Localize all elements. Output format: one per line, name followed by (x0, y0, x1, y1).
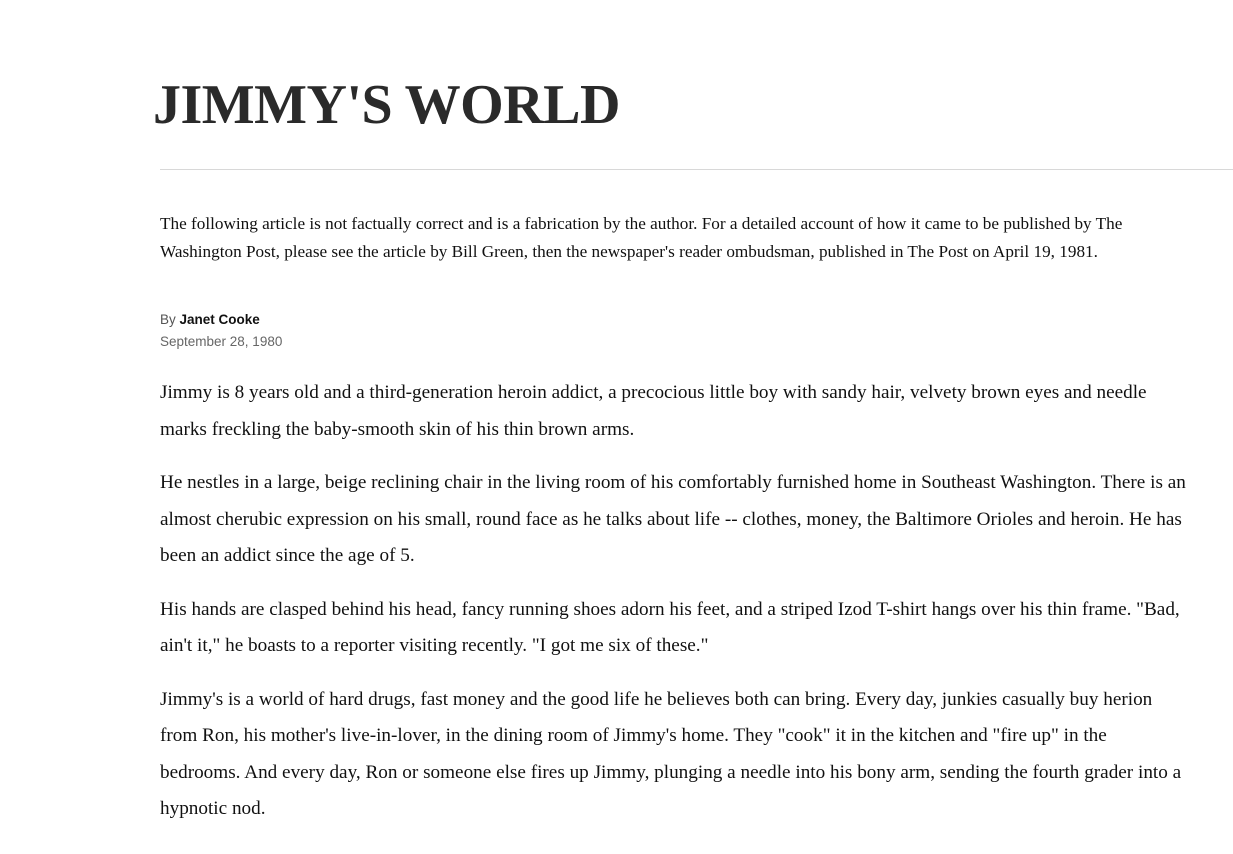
author-name[interactable]: Janet Cooke (179, 312, 260, 327)
article-paragraph: Jimmy's is a world of hard drugs, fast money and the good life he believes both can bring. Every day, junkies casually buy herion from Ron, his mother's live-in-lover, in the dining room of Jimmy's home. They "cook" it in the kitchen and "fire up" in the bedrooms. And every day, Ron or someone else fires up Jimmy, plunging a needle into his bony arm, sending the fourth grader into a hypnotic nod. (160, 688, 1182, 819)
headline-divider (160, 169, 1233, 170)
article-paragraph: He nestles in a large, beige reclining chair in the living room of his comfortably furnished home in Southeast Washington. There is an almost cherubic expression on his small, round face as he talks about life -- clothes, money, the Baltimore Orioles and heroin. He has been an addict since the age of 5. (160, 472, 1186, 566)
article-paragraph: His hands are clasped behind his head, fancy running shoes adorn his feet, and a striped Izod T-shirt hangs over his thin frame. "Bad, ain't it," he boasts to a reporter visiting recently. "I got me six of these." (160, 598, 1180, 656)
article-headline: JIMMY'S WORLD (153, 74, 620, 136)
article-paragraph: Jimmy is 8 years old and a third-generation heroin addict, a precocious little boy with sandy hair, velvety brown eyes and needle marks freckling the baby-smooth skin of his thin brown arms. (160, 382, 1147, 440)
article-body (160, 375, 1190, 845)
byline-prefix: By (160, 312, 176, 327)
byline (160, 310, 260, 330)
fabrication-disclaimer: The following article is not factually correct and is a fabrication by the author. For a detailed account of how it came to be published by The Washington Post, please see the article by Bill Green, then the newspaper's reader ombudsman, published in The Post on April 19, 1981. (160, 214, 1123, 261)
publish-date: September 28, 1980 (160, 334, 283, 349)
